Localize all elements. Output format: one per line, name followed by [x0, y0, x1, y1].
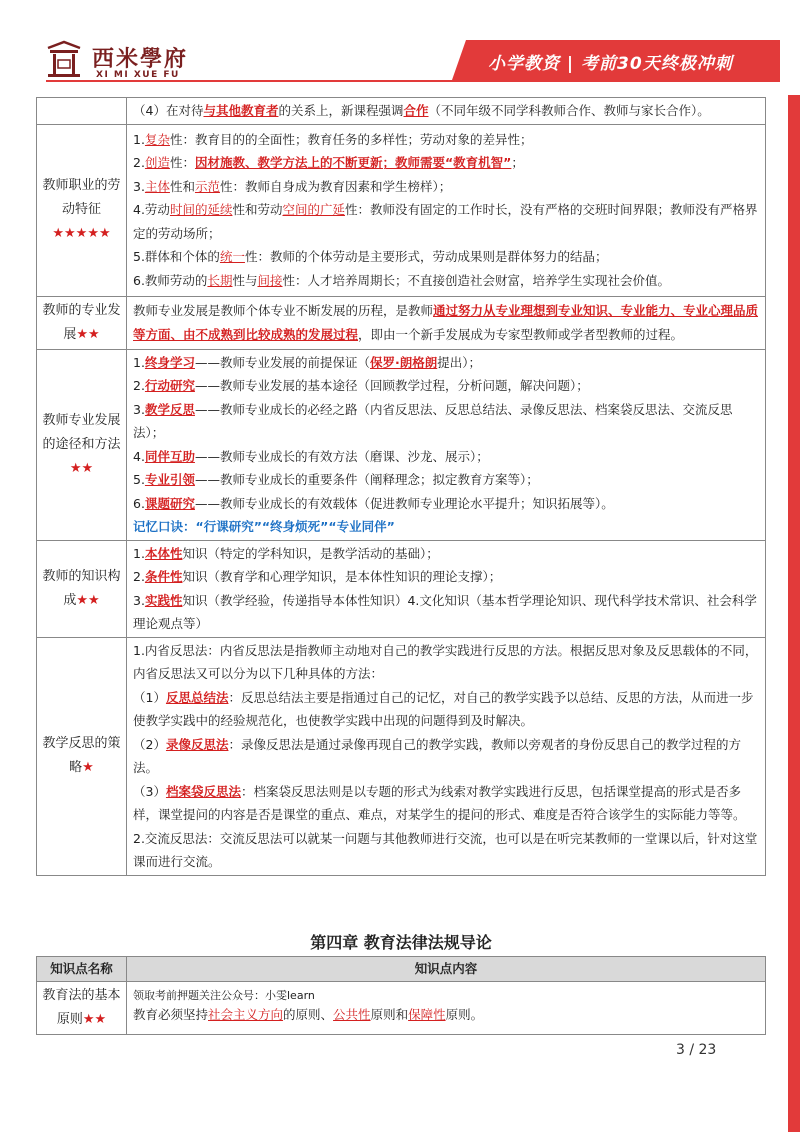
chapter-title: 第四章 教育法律法规导论 — [310, 933, 492, 952]
law-table — [36, 956, 766, 1035]
importance-stars: ★★★★★ — [52, 226, 111, 241]
right-accent-bar — [788, 95, 800, 1132]
row-content: 1.终身学习——教师专业发展的前提保证（保罗·朗格朗提出）； 2.行动研究——教师专业发展的基本途径（回顾教学过程，分析问题，解决问题）； 3.教学反思——教师专业成长的必经之路（内省反思法、反思总结法、录像反思法、档案袋反思法、交流反思法）； 4.同伴互助——教师专业成长的有效方法（磨课、沙龙、展示）； 5.专业引领——教师专业成长的重要条件（阐释理念；拟定教育方案等）； 6.课题研究——教师专业成长的有效载体（促进教师专业理论水平提升；知识拓展等）。 记忆口诀：“行课研究”“终身烦死”“专业同伴” — [127, 349, 766, 540]
table-header-row — [37, 957, 766, 982]
row-key: 教师专业发展的途径和方法★★ — [37, 349, 127, 540]
banner-title: 小学教资 | 考前30天终极冲刺 — [488, 54, 733, 74]
row-key: 教学反思的策略★ — [37, 637, 127, 875]
importance-stars: ★ — [82, 760, 94, 775]
table-row — [37, 296, 766, 349]
page-number: 3 / 23 — [676, 1042, 717, 1058]
page-header — [0, 0, 800, 95]
row-content: 1.本体性知识（特定的学科知识，是教学活动的基础）； 2.条件性知识（教育学和心理学知识，是本体性知识的理论支撑）； 3.实践性知识（教学经验，传递指导本体性知识）4.文化知识（基本哲学理论知识、现代科学技术常识、社会科学理论观点等） — [127, 540, 766, 637]
header-divider — [46, 80, 780, 82]
row-key: 教师职业的劳动特征 ★★★★★ — [37, 124, 127, 296]
table-row: （4）在对待与其他教育者的关系上，新课程强调合作（不同年级不同学科教师合作、教师与家长合作）。 — [37, 98, 766, 125]
row-key: 教师的知识构成★★ — [37, 540, 127, 637]
row-key: 教育法的基本原则★★ — [37, 981, 127, 1034]
table-row — [37, 981, 766, 1034]
importance-stars: ★★ — [69, 460, 94, 476]
logo-text: 西米學府 — [92, 46, 189, 72]
row-content: 教师专业发展是教师个体专业不断发展的历程，是教师通过努力从专业理想到专业知识、专业能力、专业心理品质等方面、由不成熟到比较成熟的发展过程，即由一个新手发展成为专家型教师或学者型教师的过程。 — [127, 296, 766, 349]
table-row — [37, 637, 766, 875]
knowledge-table — [36, 97, 766, 876]
table-row — [37, 349, 766, 540]
row-content: 1.内省反思法：内省反思法是指教师主动地对自己的教学实践进行反思的方法。根据反思对象及反思载体的不同，内省反思法又可以分为以下几种具体的方法： （1）反思总结法：反思总结法主要是指通过自己的记忆，对自己的教学实践予以总结、反思的方法，从而进一步使教学实践中的经验规范化，也使教学实践中出现的问题得到及时解决。 （2）录像反思法：录像反思法是通过录像再现自己的教学实践，教师以旁观者的身份反思自己的教学过程的方法。 （3）档案袋反思法：档案袋反思法则是以专题的形式为线索对教学实践进行反思，包括课堂提高的形式是否多样，课堂提问的内容是否是课堂的重点、难点，对某学生的提问的形式、难度是否符合该学生的实际能力等等。 2.交流反思法：交流反思法可以就某一问题与其他教师进行交流，也可以是在听完某教师的一堂课以后，针对这堂课而进行交流。 — [127, 637, 766, 875]
row-content: 1.复杂性：教育目的的全面性；教育任务的多样性；劳动对象的差异性； 2.创造性：因材施教、教学方法上的不断更新；教师需要“教育机智”； 3.主体性和示范性：教师自身成为教育因素和学生榜样）； 4.劳动时间的延续性和劳动空间的广延性：教师没有固定的工作时长，没有严格的交班时间界限；教师没有严格界定的劳动场所； 5.群体和个体的统一性：教师的个体劳动是主要形式，劳动成果则是群体努力的结晶； 6.教师劳动的长期性与间接性：人才培养周期长；不直接创造社会财富，培养学生实现社会价值。 — [127, 124, 766, 296]
table-row — [37, 124, 766, 296]
promo-note: 领取考前押题关注公众号：小雯learn — [133, 988, 315, 1002]
importance-stars: ★★ — [82, 1011, 107, 1027]
row-key: 教师的专业发展★★ — [37, 296, 127, 349]
row-content: 领取考前押题关注公众号：小雯learn 教育必须坚持社会主义方向的原则、公共性原则和保障性原则。 — [127, 981, 766, 1034]
column-header: 知识点名称 — [37, 957, 127, 982]
importance-stars: ★★ — [76, 592, 100, 608]
logo-subtitle: XI MI XUE FU — [96, 70, 180, 80]
mnemonic-text: 记忆口诀：“行课研究”“终身烦死”“专业同伴” — [133, 519, 395, 534]
column-header: 知识点内容 — [127, 957, 766, 982]
importance-stars: ★★ — [76, 326, 100, 342]
table-row — [37, 540, 766, 637]
building-logo-icon — [46, 40, 82, 78]
